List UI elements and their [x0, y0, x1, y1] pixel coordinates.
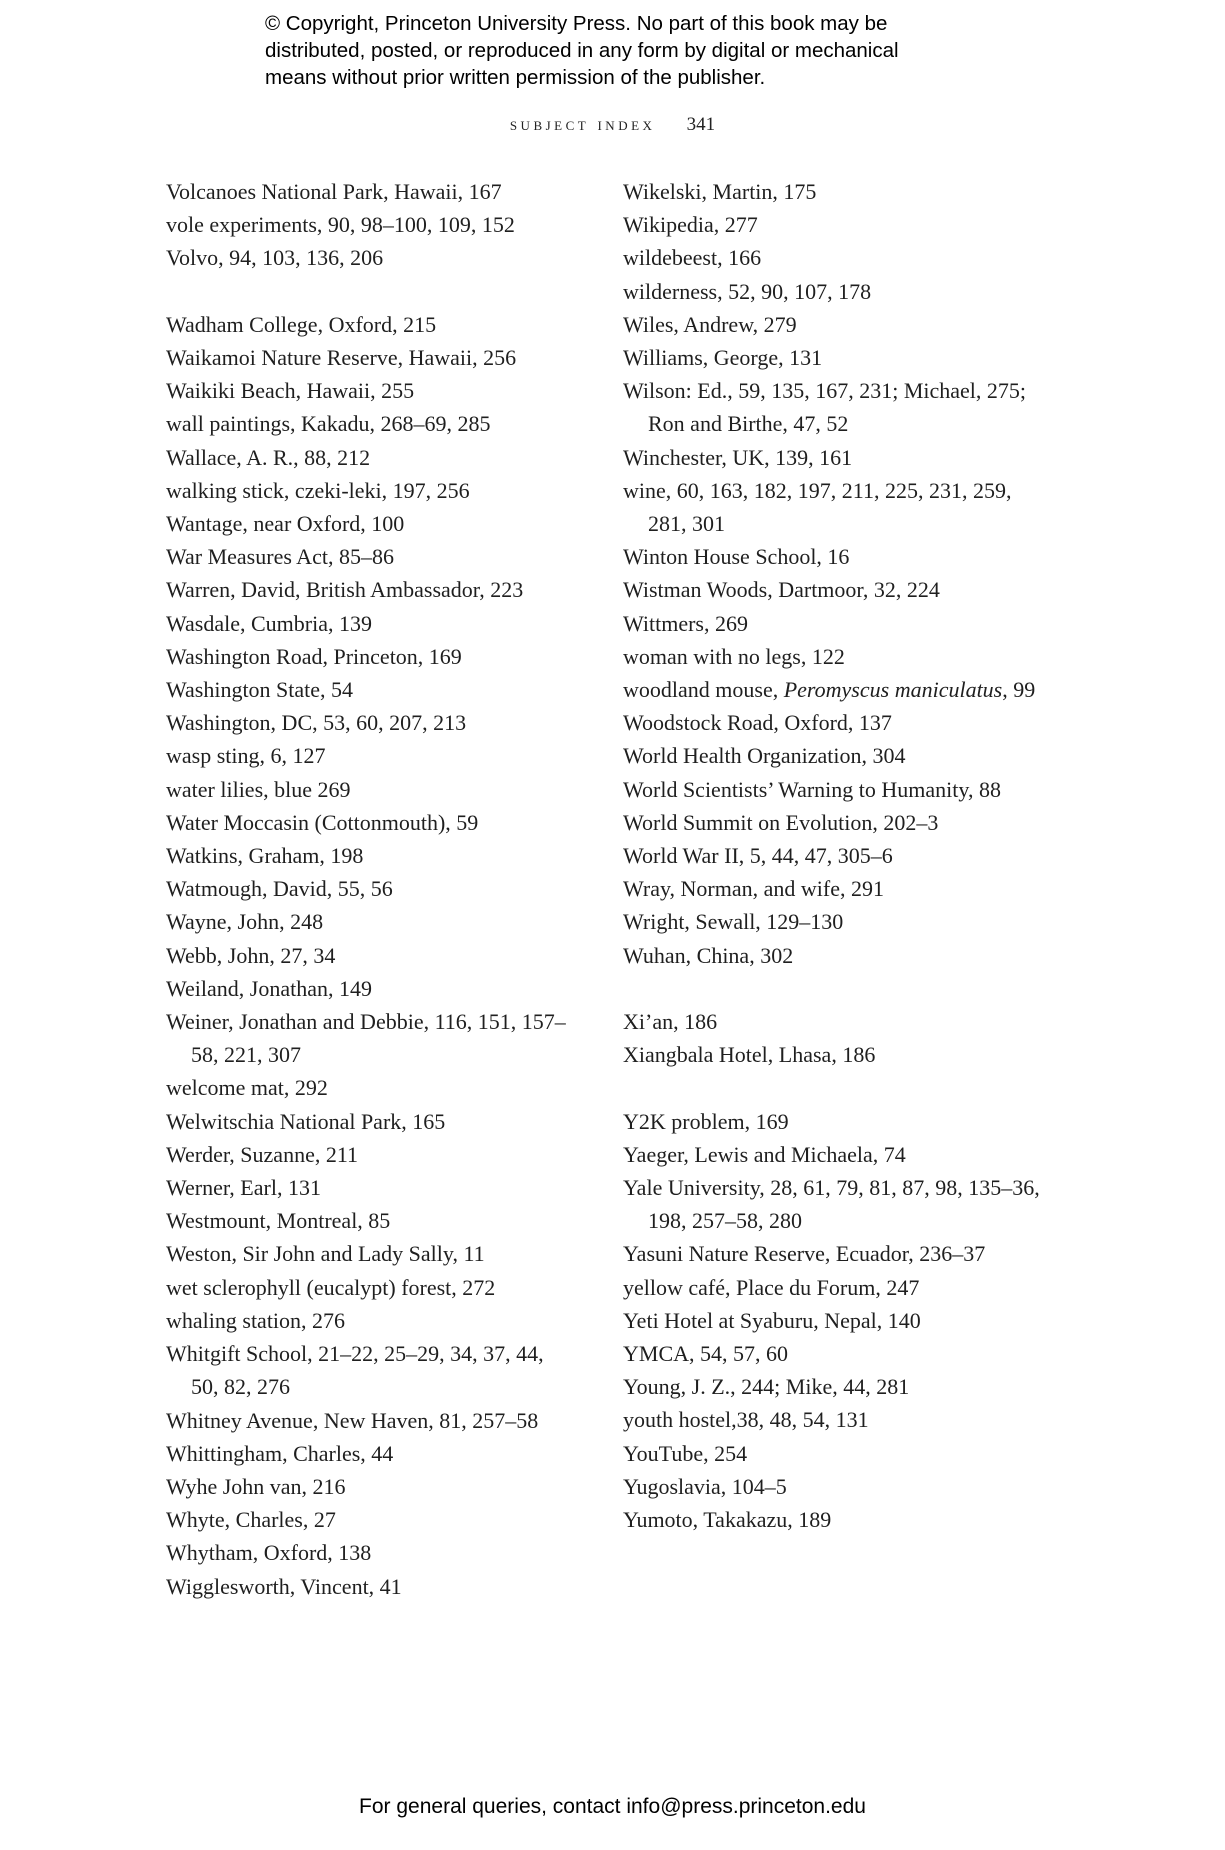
letter-group-separator [166, 275, 576, 308]
index-entry: Wantage, near Oxford, 100 [166, 511, 405, 537]
index-entry: Yeti Hotel at Syaburu, Nepal, 140 [623, 1307, 921, 1333]
index-entry: YouTube, 254 [623, 1440, 748, 1466]
index-entry: Xi’an, 186 [623, 1009, 718, 1035]
index-entry: Winchester, UK, 139, 161 [623, 444, 853, 470]
index-entry: Watkins, Graham, 198 [166, 843, 364, 869]
index-entry: Werner, Earl, 131 [166, 1175, 321, 1201]
copyright-line: means without prior written permission of the publisher. [265, 66, 766, 89]
index-entry: Volvo, 94, 103, 136, 206 [166, 245, 384, 271]
index-entry: Wilson: Ed., 59, 135, 167, 231; Michael, 275; Ron and Birthe, 47, 52 [623, 378, 1027, 437]
index-entry: Wayne, John, 248 [166, 909, 324, 935]
page-number: 341 [686, 114, 716, 135]
index-entry: Weiner, Jonathan and Debbie, 116, 151, 157–58, 221, 307 [166, 1009, 566, 1068]
index-entry: woodland mouse, Peromyscus maniculatus, 99 [623, 677, 1036, 703]
copyright-line: distributed, posted, or reproduced in any form by digital or mechanical [265, 39, 899, 62]
index-entry: World Health Organization, 304 [623, 743, 906, 769]
index-entry: Whyte, Charles, 27 [166, 1507, 336, 1533]
species-name: Peromyscus maniculatus [783, 677, 1003, 703]
index-entry: Wikipedia, 277 [623, 212, 758, 238]
index-entry: wet sclerophyll (eucalypt) forest, 272 [166, 1274, 496, 1300]
index-entry: Y2K problem, 169 [623, 1108, 789, 1134]
index-entry: welcome mat, 292 [166, 1075, 328, 1101]
index-entry: yellow café, Place du Forum, 247 [623, 1274, 920, 1300]
index-entry: Yaeger, Lewis and Michaela, 74 [623, 1141, 906, 1167]
index-entry: Washington Road, Princeton, 169 [166, 643, 462, 669]
index-entry: Xiangbala Hotel, Lhasa, 186 [623, 1042, 876, 1068]
index-entry: Westmount, Montreal, 85 [166, 1208, 391, 1234]
index-entry: Wistman Woods, Dartmoor, 32, 224 [623, 577, 940, 603]
index-entry: Volcanoes National Park, Hawaii, 167 [166, 179, 502, 204]
index-entry: wildebeest, 166 [623, 245, 762, 271]
index-entry: Werder, Suzanne, 211 [166, 1141, 359, 1167]
index-entry: Wuhan, China, 302 [623, 942, 794, 968]
index-entry: War Measures Act, 85–86 [166, 544, 394, 570]
index-entry: wasp sting, 6, 127 [166, 743, 326, 769]
index-entry: Warren, David, British Ambassador, 223 [166, 577, 524, 603]
index-entry: Yasuni Nature Reserve, Ecuador, 236–37 [623, 1241, 986, 1267]
copyright-notice [265, 10, 1025, 91]
index-entry: Washington, DC, 53, 60, 207, 213 [166, 710, 467, 736]
index-entry: Yugoslavia, 104–5 [623, 1473, 787, 1499]
index-entry: World Summit on Evolution, 202–3 [623, 809, 939, 835]
index-entry: Welwitschia National Park, 165 [166, 1108, 446, 1134]
letter-group-separator [623, 972, 1043, 1005]
index-entry: World Scientists’ Warning to Humanity, 88 [623, 776, 1001, 802]
index-entry: Wiles, Andrew, 279 [623, 311, 797, 337]
index-entry: Williams, George, 131 [623, 345, 823, 371]
index-entry: walking stick, czeki-leki, 197, 256 [166, 477, 470, 503]
index-entry: Young, J. Z., 244; Mike, 44, 281 [623, 1374, 910, 1400]
index-entry: Whittingham, Charles, 44 [166, 1440, 394, 1466]
index-entry: whaling station, 276 [166, 1307, 346, 1333]
index-entry: Wallace, A. R., 88, 212 [166, 444, 371, 470]
letter-group-separator [623, 1071, 1043, 1104]
index-entry: Wadham College, Oxford, 215 [166, 311, 437, 337]
index-entry: youth hostel,38, 48, 54, 131 [623, 1407, 869, 1433]
index-entry: Waikiki Beach, Hawaii, 255 [166, 378, 415, 404]
index-entry: Yumoto, Takakazu, 189 [623, 1507, 832, 1533]
index-entry: Wasdale, Cumbria, 139 [166, 610, 372, 636]
footer-contact: For general queries, contact info@press.princeton.edu [359, 1795, 866, 1818]
index-entry: Whitgift School, 21–22, 25–29, 34, 37, 44, 50, 82, 276 [166, 1341, 544, 1400]
running-head-title: subject index [509, 114, 656, 135]
index-column-left [166, 175, 576, 1603]
index-entry: Washington State, 54 [166, 677, 354, 703]
index-entry: YMCA, 54, 57, 60 [623, 1341, 789, 1367]
index-entry: Yale University, 28, 61, 79, 81, 87, 98, 135–36, 198, 257–58, 280 [623, 1175, 1040, 1234]
index-entry: Weston, Sir John and Lady Sally, 11 [166, 1241, 485, 1267]
index-entry: Wikelski, Martin, 175 [623, 179, 817, 204]
index-entry: Whitney Avenue, New Haven, 81, 257–58 [166, 1407, 539, 1433]
index-entry: vole experiments, 90, 98–100, 109, 152 [166, 212, 515, 238]
index-entry: Watmough, David, 55, 56 [166, 876, 393, 902]
index-entry: Whytham, Oxford, 138 [166, 1540, 372, 1566]
index-entry: Wittmers, 269 [623, 610, 748, 636]
index-entry: Woodstock Road, Oxford, 137 [623, 710, 892, 736]
index-entry: Wright, Sewall, 129–130 [623, 909, 844, 935]
running-head [0, 114, 1225, 136]
index-entry: wall paintings, Kakadu, 268–69, 285 [166, 411, 491, 437]
index-entry: Weiland, Jonathan, 149 [166, 975, 372, 1001]
index-entry: Wyhe John van, 216 [166, 1473, 346, 1499]
index-entry: Water Moccasin (Cottonmouth), 59 [166, 809, 479, 835]
index-entry: Wigglesworth, Vincent, 41 [166, 1573, 402, 1599]
index-entry: Wray, Norman, and wife, 291 [623, 876, 884, 902]
index-entry: Waikamoi Nature Reserve, Hawaii, 256 [166, 345, 517, 370]
index-entry: wine, 60, 163, 182, 197, 211, 225, 231, 259, 281, 301 [623, 477, 1012, 537]
index-entry: Winton House School, 16 [623, 544, 850, 570]
index-entry: World War II, 5, 44, 47, 305–6 [623, 843, 893, 869]
index-entry: wilderness, 52, 90, 107, 178 [623, 278, 872, 304]
copyright-line: © Copyright, Princeton University Press. No part of this book may be [265, 12, 888, 35]
index-entry: Webb, John, 27, 34 [166, 942, 336, 968]
index-column-right [623, 175, 1043, 1536]
index-entry: water lilies, blue 269 [166, 776, 351, 802]
index-entry: woman with no legs, 122 [623, 643, 845, 669]
